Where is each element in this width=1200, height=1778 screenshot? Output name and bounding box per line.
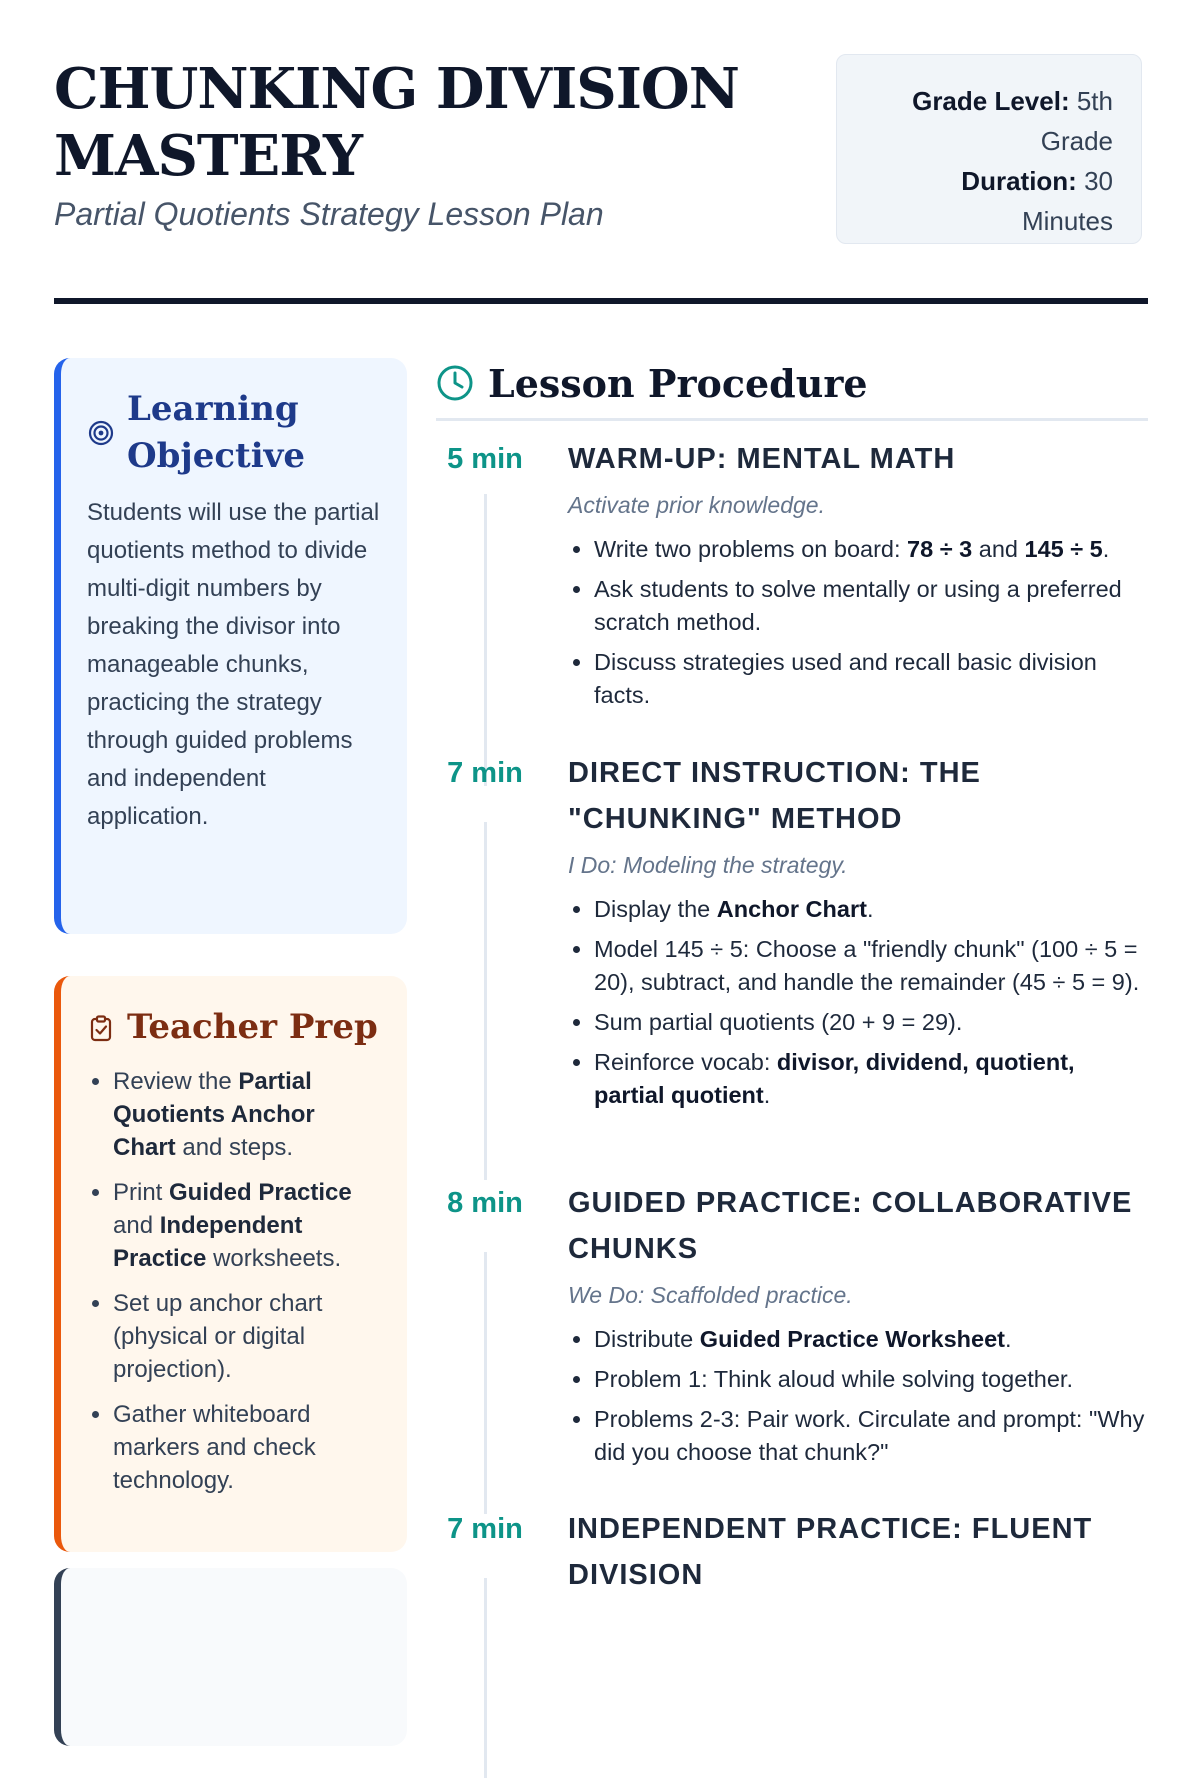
teacher-prep-item	[113, 1176, 381, 1275]
text: Print	[113, 1179, 170, 1206]
step-body	[568, 750, 1148, 1119]
step-list	[568, 1323, 1148, 1469]
text: .	[1004, 1326, 1012, 1352]
timeline-line	[484, 494, 487, 786]
learning-objective-text: Students will use the partial quotients method to divide multi-digit numbers by breaking the divisor into manageable chunks, practicing the strategy through guided problems and independent application.	[87, 499, 380, 830]
step-subtitle: I Do: Modeling the strategy.	[568, 852, 848, 878]
lesson-procedure	[436, 358, 1148, 1591]
step-list	[568, 533, 1148, 712]
timeline-line	[484, 1252, 487, 1514]
timeline-line	[484, 1578, 487, 1778]
bold-text: Partial Quotients Anchor Chart	[113, 1068, 315, 1161]
sidebar-card	[54, 1568, 407, 1746]
teacher-prep-list	[87, 1065, 381, 1497]
learning-objective-header	[87, 386, 381, 480]
text: Distribute	[594, 1326, 700, 1352]
step-subtitle: We Do: Scaffolded practice.	[568, 1282, 853, 1308]
step-duration: 5 min	[447, 443, 523, 475]
lesson-meta-box	[836, 54, 1142, 244]
teacher-prep-item	[113, 1065, 381, 1164]
learning-objective-card	[54, 358, 407, 934]
header	[54, 0, 1148, 304]
text: .	[1102, 536, 1110, 562]
text: Discuss strategies used and recall basic division facts.	[594, 649, 1097, 708]
bold-text: divisor, dividend, quotient, partial quotient	[594, 1049, 1075, 1108]
timeline-line	[484, 822, 487, 1180]
learning-objective-title: Learning Objective	[127, 389, 306, 476]
text: Problems 2-3: Pair work. Circulate and prompt: "Why did you choose that chunk?"	[594, 1406, 1145, 1465]
text: and steps.	[175, 1134, 294, 1161]
step-subtitle: Activate prior knowledge.	[568, 492, 825, 518]
teacher-prep-title: Teacher Prep	[127, 1007, 378, 1047]
bold-text: Guided Practice Worksheet	[699, 1326, 1005, 1352]
duration-label: Duration:	[961, 166, 1077, 196]
bold-text: Anchor Chart	[716, 896, 867, 922]
step-list-item	[594, 1363, 1148, 1396]
lesson-procedure-header	[436, 358, 1148, 421]
step-title: GUIDED PRACTICE: COLLABORATIVE CHUNKS	[568, 1187, 1133, 1265]
step-title: WARM-UP: MENTAL MATH	[568, 443, 956, 475]
header-divider	[54, 298, 1148, 304]
grade-level	[865, 81, 1113, 161]
text: worksheets.	[206, 1245, 342, 1272]
step-title: INDEPENDENT PRACTICE: FLUENT DIVISION	[568, 1513, 1093, 1591]
lesson-procedure-title: Lesson Procedure	[488, 360, 868, 406]
teacher-prep-item	[113, 1287, 381, 1386]
step-body	[568, 1180, 1148, 1476]
text: Gather whiteboard markers and check technology.	[113, 1401, 316, 1494]
grade-level-label: Grade Level:	[912, 86, 1070, 116]
text: Sum partial quotients (20 + 9 = 29).	[594, 1009, 963, 1035]
step-list-item	[594, 1046, 1148, 1112]
text: Problem 1: Think aloud while solving together.	[594, 1366, 1073, 1392]
step-list-item	[594, 1006, 1148, 1039]
bold-text: Guided Practice	[169, 1179, 352, 1206]
duration-value: 30 Minutes	[1021, 166, 1113, 236]
page-title: CHUNKING DIVISION MASTERY	[54, 56, 739, 189]
bold-text: Independent Practice	[113, 1212, 303, 1272]
clipboard-check-icon	[87, 1014, 115, 1042]
step-body	[568, 436, 1148, 719]
clock-icon	[436, 364, 474, 402]
bold-text: 145 ÷ 5	[1024, 536, 1103, 562]
step-duration: 7 min	[447, 1513, 523, 1545]
text: and	[113, 1212, 160, 1239]
text: Reinforce vocab:	[594, 1049, 777, 1075]
teacher-prep-item	[113, 1398, 381, 1497]
text: Ask students to solve mentally or using a preferred scratch method.	[594, 576, 1122, 635]
text: Set up anchor chart (physical or digital projection).	[113, 1290, 323, 1383]
step-list-item	[594, 1323, 1148, 1356]
step-list	[568, 893, 1148, 1112]
text: Review the	[113, 1068, 239, 1095]
target-icon	[87, 419, 115, 447]
lesson-plan-page	[54, 0, 1148, 1591]
duration	[865, 161, 1113, 241]
grade-level-value: 5th Grade	[1040, 86, 1113, 156]
text: Write two problems on board:	[594, 536, 908, 562]
text: .	[866, 896, 874, 922]
text: and	[972, 536, 1025, 562]
teacher-prep-header	[87, 1004, 381, 1051]
step-list-item	[594, 1403, 1148, 1469]
step-body	[568, 1506, 1148, 1598]
step-list-item	[594, 893, 1148, 926]
step-list-item	[594, 573, 1148, 639]
step-list-item	[594, 533, 1148, 566]
text: .	[763, 1082, 771, 1108]
text: Model 145 ÷ 5: Choose a "friendly chunk" (100 ÷ 5 = 20), subtract, and handle the remainder (45 ÷ 5 = 9).	[594, 936, 1140, 995]
step-list-item	[594, 646, 1148, 712]
text: Display the	[594, 896, 717, 922]
teacher-prep-card	[54, 976, 407, 1552]
step-list-item	[594, 933, 1148, 999]
step-duration: 8 min	[447, 1187, 523, 1219]
step-title: DIRECT INSTRUCTION: THE "CHUNKING" METHOD	[568, 757, 981, 835]
bold-text: 78 ÷ 3	[907, 536, 973, 562]
page-subtitle: Partial Quotients Strategy Lesson Plan	[54, 196, 604, 232]
step-duration: 7 min	[447, 757, 523, 789]
